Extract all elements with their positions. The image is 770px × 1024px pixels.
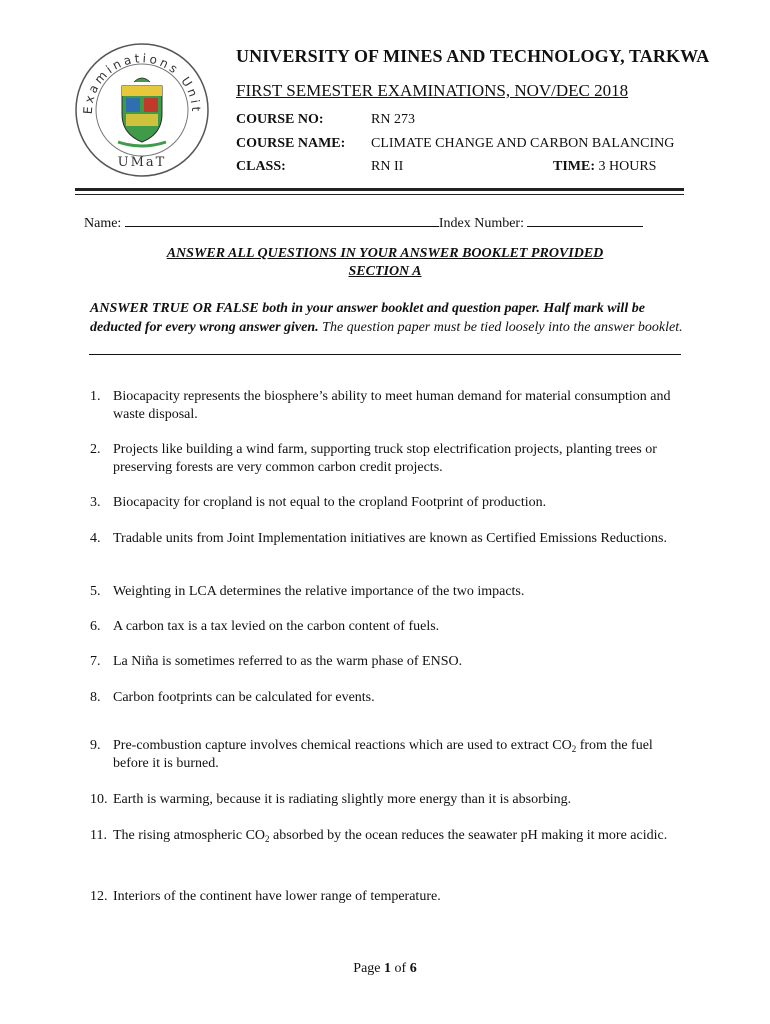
question-text-part: absorbed by the ocean reduces the seawater pH making it more acidic. bbox=[269, 828, 668, 843]
question-text: La Niña is sometimes referred to as the warm phase of ENSO. bbox=[113, 654, 463, 669]
course-no-label: COURSE NO: bbox=[236, 112, 324, 127]
header-rule-thick bbox=[75, 188, 684, 191]
university-title: UNIVERSITY OF MINES AND TECHNOLOGY, TARKWA bbox=[236, 46, 710, 66]
question-number: 3. bbox=[90, 495, 101, 510]
question-item bbox=[90, 653, 680, 671]
page-footer bbox=[0, 961, 770, 977]
svg-text:Examinations Unit: Examinations Unit bbox=[80, 51, 204, 115]
question-item bbox=[90, 530, 680, 548]
page-total: 6 bbox=[409, 961, 417, 976]
class-label: CLASS: bbox=[236, 159, 286, 174]
svg-text:UMaT: UMaT bbox=[117, 155, 167, 170]
section-heading: SECTION A bbox=[348, 264, 422, 279]
question-number: 11. bbox=[90, 828, 107, 843]
section-instructions bbox=[90, 299, 690, 337]
question-item bbox=[90, 737, 680, 773]
of-word: of bbox=[394, 961, 407, 976]
question-text: Biocapacity represents the biosphere’s ability to meet human demand for material consumption and waste disposal. bbox=[113, 389, 671, 422]
question-text-part: Pre-combustion capture involves chemical reactions which are used to extract CO bbox=[113, 738, 572, 753]
time-value: 3 HOURS bbox=[598, 159, 657, 174]
question-item bbox=[90, 618, 680, 636]
question-number: 6. bbox=[90, 619, 101, 634]
question-text-part: from the fuel before it is burned. bbox=[113, 738, 653, 771]
header-rule-thin bbox=[75, 194, 684, 195]
candidate-details-line bbox=[84, 213, 643, 232]
question-item bbox=[90, 888, 680, 906]
question-number: 10. bbox=[90, 792, 108, 807]
question-number: 2. bbox=[90, 442, 101, 457]
umat-examinations-seal bbox=[74, 42, 210, 178]
question-number: 7. bbox=[90, 654, 101, 669]
question-text bbox=[90, 737, 680, 773]
subscript: 2 bbox=[571, 744, 577, 754]
question-text: Biocapacity for cropland is not equal to the cropland Footprint of production. bbox=[113, 495, 547, 510]
page-word: Page bbox=[353, 961, 381, 976]
time-label: TIME: bbox=[553, 159, 595, 174]
question-text: Interiors of the continent have lower range of temperature. bbox=[113, 889, 441, 904]
question-text-part: The rising atmospheric CO bbox=[113, 828, 266, 843]
question-text: A carbon tax is a tax levied on the carbon content of fuels. bbox=[113, 619, 440, 634]
question-number: 5. bbox=[90, 584, 101, 599]
question-text: Tradable units from Joint Implementation initiatives are known as Certified Emissions Reductions. bbox=[113, 531, 667, 546]
subscript: 2 bbox=[265, 834, 270, 844]
question-number: 8. bbox=[90, 690, 101, 705]
question-number: 9. bbox=[90, 738, 101, 753]
question-item bbox=[90, 827, 680, 845]
question-item bbox=[90, 441, 680, 477]
course-no-value: RN 273 bbox=[371, 112, 415, 127]
instructions-bold: ANSWER TRUE OR FALSE both in your answer booklet and question paper. Half mark will be deducted for every wrong answer given. bbox=[90, 301, 645, 335]
question-text: Carbon footprints can be calculated for events. bbox=[113, 690, 375, 705]
question-text: Weighting in LCA determines the relative importance of the two impacts. bbox=[113, 584, 525, 599]
class-value: RN II bbox=[371, 159, 404, 174]
index-number-label: Index Number: bbox=[438, 216, 524, 231]
question-item bbox=[90, 791, 680, 809]
name-blank[interactable] bbox=[125, 213, 439, 227]
question-item bbox=[90, 689, 680, 707]
question-number: 1. bbox=[90, 389, 101, 404]
question-item bbox=[90, 494, 680, 512]
course-name-value: CLIMATE CHANGE AND CARBON BALANCING bbox=[371, 136, 675, 151]
instruction-heading: ANSWER ALL QUESTIONS IN YOUR ANSWER BOOKLET PROVIDED bbox=[166, 246, 604, 261]
instructions-rule bbox=[89, 354, 681, 355]
question-item bbox=[90, 388, 680, 424]
page-number: 1 bbox=[384, 961, 392, 976]
exam-title: FIRST SEMESTER EXAMINATIONS, NOV/DEC 2018 bbox=[236, 81, 629, 100]
question-number: 4. bbox=[90, 531, 101, 546]
question-text bbox=[90, 827, 680, 845]
time-field bbox=[553, 159, 656, 175]
question-text: Projects like building a wind farm, supporting truck stop electrification projects, planting trees or preserving forests are very common carbon credit projects. bbox=[113, 442, 657, 475]
instructions-plain: The question paper must be tied loosely into the answer booklet. bbox=[322, 320, 683, 335]
name-label: Name: bbox=[84, 216, 122, 231]
question-item bbox=[90, 583, 680, 601]
question-number: 12. bbox=[90, 889, 108, 904]
course-name-label: COURSE NAME: bbox=[236, 136, 346, 151]
index-number-blank[interactable] bbox=[527, 213, 643, 227]
question-text: Earth is warming, because it is radiating slightly more energy than it is absorbing. bbox=[113, 792, 572, 807]
